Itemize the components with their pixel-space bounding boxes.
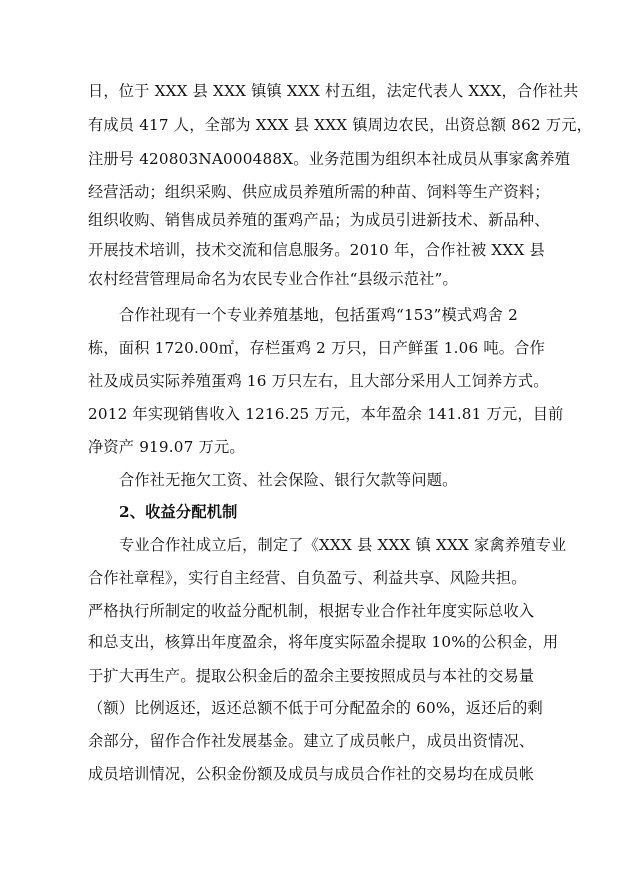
text-line: 经营活动；组织采购、供应成员养殖所需的种苗、饲料等生产资料； [88, 183, 550, 201]
text-line: 合作社章程》，实行自主经营、自负盈亏、利益共享、风险共担。 [88, 569, 527, 587]
text-line: 成员培训情况，公积金份额及成员与成员合作社的交易均在成员帐 [88, 765, 535, 783]
text-line: 注册号 420803NA000488X。业务范围为组织本社成员从事家禽养殖 [88, 150, 571, 168]
text-line: 社及成员实际养殖蛋鸡 16 万只左右，且大部分采用人工饲养方式。 [88, 372, 549, 390]
text-line: 有成员 417 人，全部为 XXX 县 XXX 镇周边农民，出资总额 862 万元， [88, 116, 592, 134]
text-line: 余部分，留作合作社发展基金。建立了成员帐户，成员出资情况、 [88, 732, 535, 750]
text-line: 严格执行所制定的收益分配机制，根据专业合作社年度实际总收入 [88, 602, 535, 620]
section-heading: 2、收益分配机制 [119, 503, 238, 521]
text-line: 合作社无拖欠工资、社会保险、银行欠款等问题。 [119, 471, 458, 489]
text-line: 合作社现有一个专业养殖基地，包括蛋鸡“153”模式鸡舍 2 [119, 306, 518, 324]
text-line: 日，位于 XXX 县 XXX 镇镇 XXX 村五组，法定代表人 XXX，合作社共 [88, 82, 579, 100]
text-line: 净资产 919.07 万元。 [88, 438, 245, 456]
text-line: （额）比例返还，返还总额不低于可分配盈余的 60%，返还后的剩 [88, 699, 543, 717]
text-line: 专业合作社成立后，制定了《XXX 县 XXX 镇 XXX 家禽养殖专业 [119, 536, 567, 554]
text-line: 栋，面积 1720.00㎡，存栏蛋鸡 2 万只，日产鲜蛋 1.06 吨。合作 [88, 339, 545, 357]
text-line: 和总支出，核算出年度盈余，将年度实际盈余提取 10%的公积金，用 [88, 633, 559, 651]
text-line: 开展技术培训，技术交流和信息服务。2010 年，合作社被 XXX 县 [88, 241, 545, 259]
text-line: 农村经营管理局命名为农民专业合作社“县级示范社”。 [88, 270, 458, 288]
text-line: 2012 年实现销售收入 1216.25 万元，本年盈余 141.81 万元，目前 [88, 405, 564, 423]
text-line: 组织收购、销售成员养殖的蛋鸡产品；为成员引进新技术、新品种、 [88, 211, 550, 229]
text-line: 于扩大再生产。提取公积金后的盈余主要按照成员与本社的交易量 [88, 667, 535, 685]
